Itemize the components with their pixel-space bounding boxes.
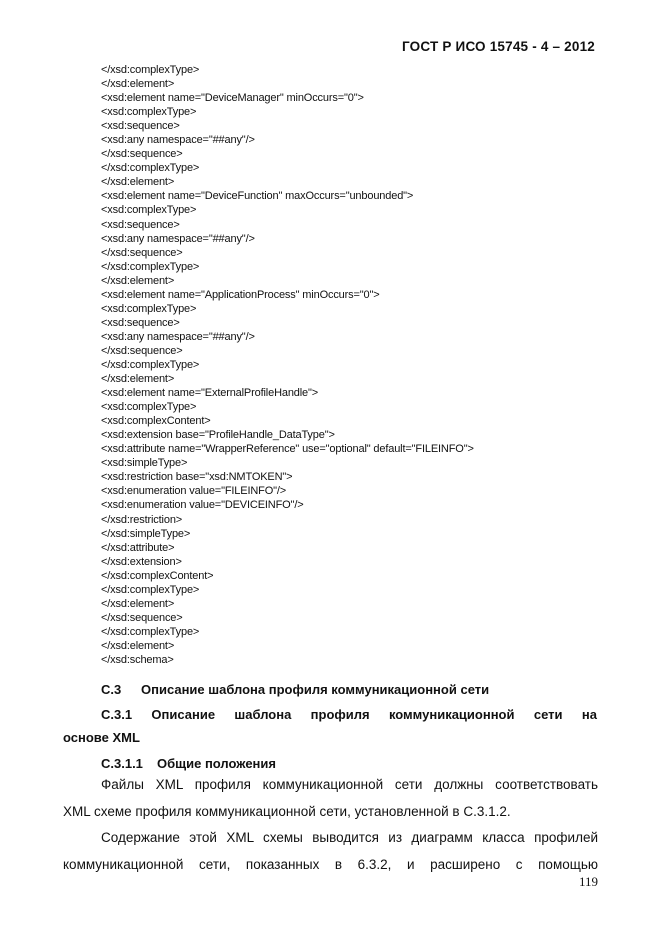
paragraph-1 bbox=[63, 771, 598, 825]
code-line: <xsd:complexType> bbox=[101, 302, 197, 315]
section-c31-title-word: на bbox=[581, 707, 597, 722]
section-c31-heading bbox=[63, 707, 597, 745]
code-line: <xsd:sequence> bbox=[101, 316, 180, 329]
code-line: </xsd:simpleType> bbox=[101, 527, 191, 540]
code-line: <xsd:extension base="ProfileHandle_DataType"> bbox=[101, 429, 335, 442]
code-line: </xsd:restriction> bbox=[101, 513, 183, 526]
code-line: </xsd:sequence> bbox=[101, 344, 183, 357]
code-line: </xsd:extension> bbox=[101, 555, 182, 568]
code-line: </xsd:element> bbox=[101, 274, 175, 287]
code-line: </xsd:complexType> bbox=[101, 162, 200, 175]
section-c31-title-word: шаблона bbox=[234, 707, 292, 722]
section-c31-title-word: коммуникационной bbox=[388, 707, 515, 722]
page-number: 119 bbox=[578, 874, 598, 889]
xml-schema-code-block bbox=[101, 63, 474, 667]
code-line: <xsd:complexType> bbox=[101, 106, 197, 119]
code-line: </xsd:complexType> bbox=[101, 625, 200, 638]
section-c3-heading bbox=[101, 682, 489, 697]
section-c31-title-continuation: основе XML bbox=[63, 730, 140, 745]
paragraph-2-line-1: Содержание этой XML схемы выводится из диаграмм класса профилей bbox=[101, 830, 598, 845]
paragraph-1-line-2: XML схеме профиля коммуникационной сети, установленной в C.3.1.2. bbox=[63, 804, 511, 819]
code-line: </xsd:element> bbox=[101, 176, 175, 189]
code-line: <xsd:any namespace="##any"/> bbox=[101, 232, 255, 245]
section-c31-title-word: Описание bbox=[151, 707, 216, 722]
code-line: </xsd:sequence> bbox=[101, 148, 183, 161]
code-line: </xsd:element> bbox=[101, 597, 175, 610]
section-c31-title-line bbox=[101, 707, 597, 722]
code-line: <xsd:restriction base="xsd:NMTOKEN"> bbox=[101, 471, 293, 484]
section-c311-title: Общие положения bbox=[157, 756, 276, 771]
code-line: </xsd:attribute> bbox=[101, 541, 175, 554]
document-header: ГОСТ Р ИСО 15745 - 4 – 2012 bbox=[402, 39, 595, 54]
code-line: </xsd:complexType> bbox=[101, 64, 200, 76]
code-line: </xsd:element> bbox=[101, 373, 175, 386]
code-line: <xsd:element name="ApplicationProcess" minOccurs="0"> bbox=[101, 288, 380, 301]
code-line: </xsd:complexType> bbox=[101, 260, 200, 273]
section-c31-title-word: профиля bbox=[310, 707, 370, 722]
code-line: <xsd:element name="DeviceFunction" maxOccurs="unbounded"> bbox=[101, 190, 414, 203]
paragraph-1-line-1: Файлы XML профиля коммуникационной сети должны соответствовать bbox=[101, 777, 598, 792]
code-line: <xsd:attribute name="WrapperReference" use="optional" default="FILEINFO"> bbox=[101, 443, 474, 456]
code-line: <xsd:any namespace="##any"/> bbox=[101, 330, 255, 343]
code-line: <xsd:enumeration value="FILEINFO"/> bbox=[101, 485, 287, 498]
code-line: <xsd:complexContent> bbox=[101, 415, 211, 428]
code-line: </xsd:element> bbox=[101, 78, 175, 91]
code-line: <xsd:element name="ExternalProfileHandle"> bbox=[101, 387, 319, 400]
paragraph-2-line-2: коммуникационной сети, показанных в 6.3.2, и расширено с помощью bbox=[63, 857, 598, 872]
code-line: <xsd:sequence> bbox=[101, 120, 180, 133]
section-c3-title: Описание шаблона профиля коммуникационной сети bbox=[141, 682, 490, 697]
section-c311-heading bbox=[101, 756, 276, 771]
section-c31-title-word: сети bbox=[533, 707, 563, 722]
section-c3-number: C.3 bbox=[101, 682, 122, 697]
code-line: <xsd:any namespace="##any"/> bbox=[101, 134, 255, 147]
section-c31-number: C.3.1 bbox=[101, 707, 133, 722]
section-c311-number: C.3.1.1 bbox=[101, 756, 143, 771]
code-line: </xsd:schema> bbox=[101, 653, 174, 666]
code-line: <xsd:complexType> bbox=[101, 401, 197, 414]
code-line: </xsd:sequence> bbox=[101, 246, 183, 259]
code-line: </xsd:complexType> bbox=[101, 583, 200, 596]
code-line: <xsd:sequence> bbox=[101, 218, 180, 231]
code-line: </xsd:complexType> bbox=[101, 358, 200, 371]
code-line: <xsd:enumeration value="DEVICEINFO"/> bbox=[101, 499, 304, 512]
paragraph-2 bbox=[63, 824, 598, 878]
code-line: </xsd:element> bbox=[101, 639, 175, 652]
code-line: </xsd:complexContent> bbox=[101, 569, 214, 582]
code-line: <xsd:simpleType> bbox=[101, 457, 188, 470]
code-line: <xsd:element name="DeviceManager" minOccurs="0"> bbox=[101, 92, 364, 105]
code-line: <xsd:complexType> bbox=[101, 204, 197, 217]
code-line: </xsd:sequence> bbox=[101, 611, 183, 624]
